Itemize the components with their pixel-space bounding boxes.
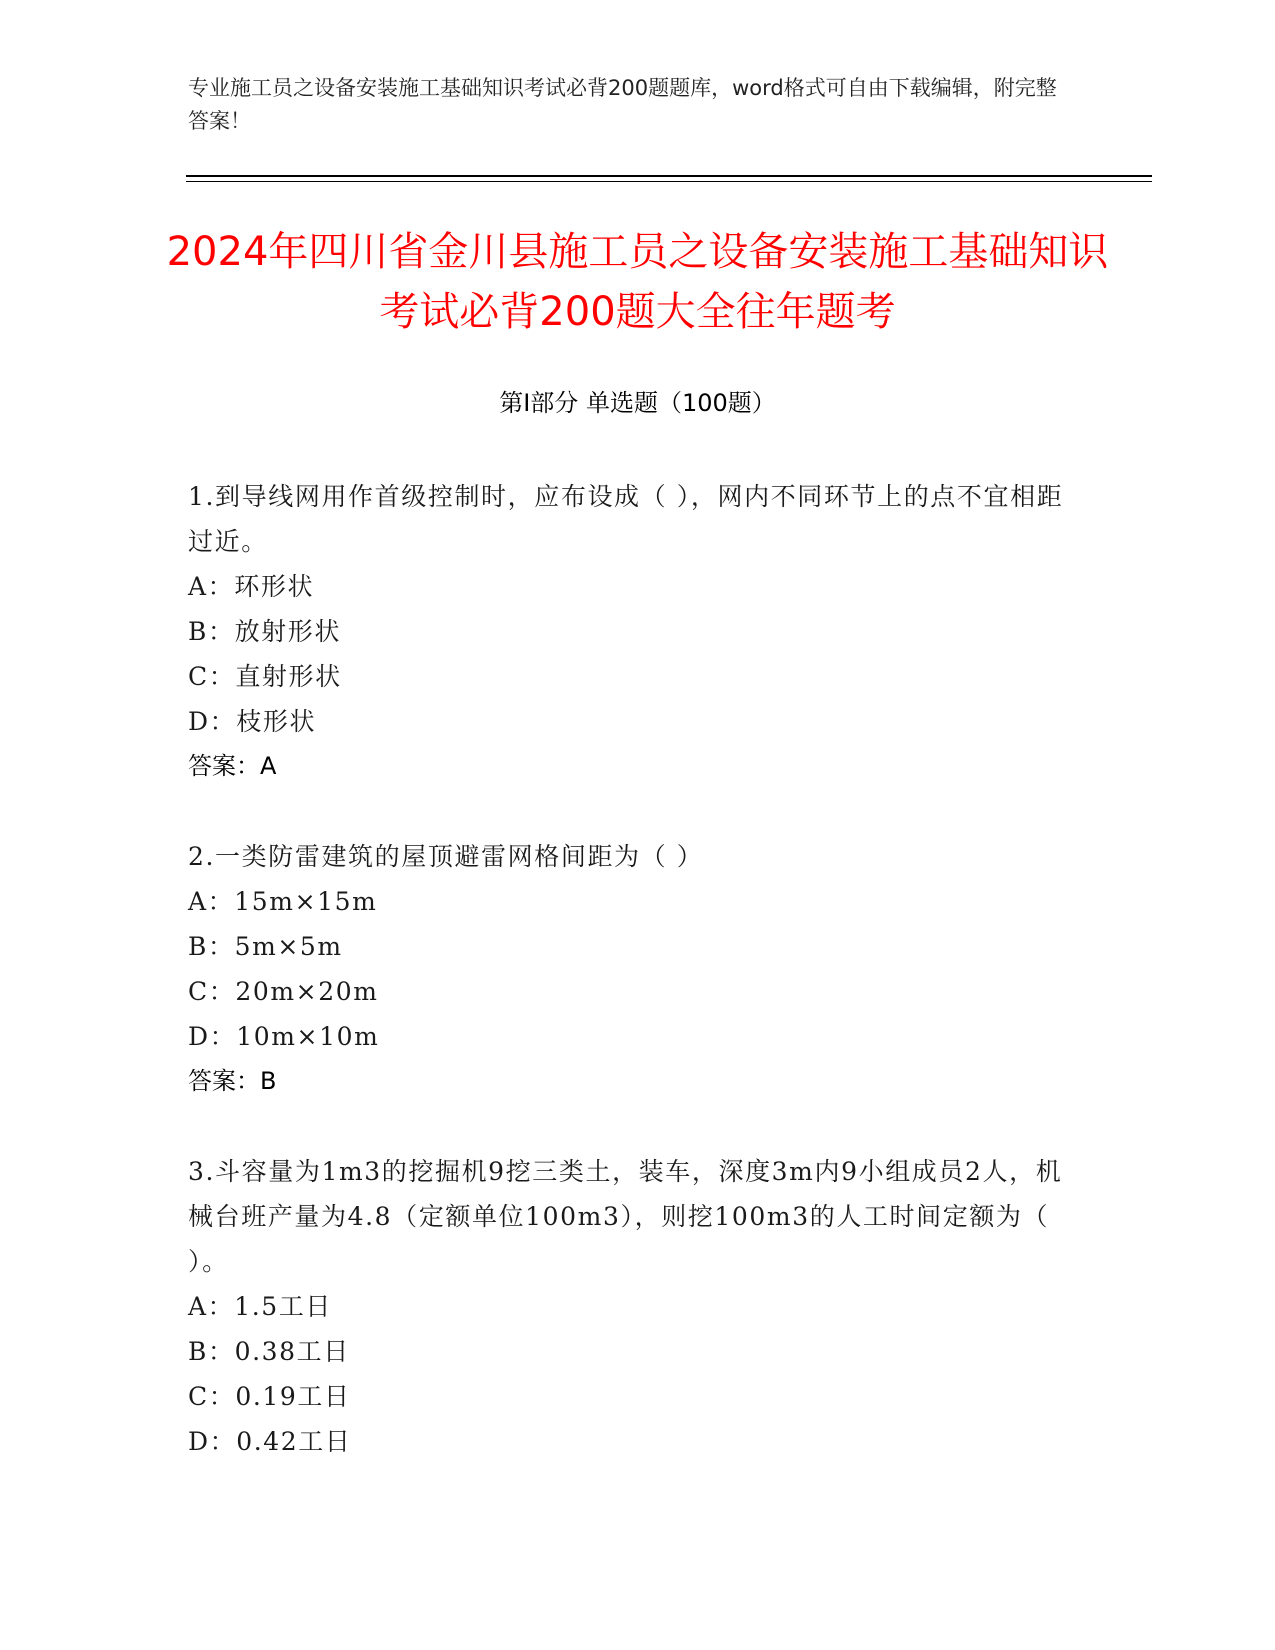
- option-b: B：5m×5m: [188, 932, 343, 961]
- section-title: 第Ⅰ部分 单选题（100题）: [499, 389, 776, 417]
- option-b: B：0.38工日: [188, 1337, 350, 1366]
- option-c: C：0.19工日: [188, 1382, 351, 1411]
- question-text: 1.到导线网用作首级控制时，应布设成（ ），网内不同环节上的点不宜相距过近。: [188, 482, 1064, 556]
- header-divider-thin: [186, 181, 1152, 182]
- option-a: A：环形状: [188, 572, 315, 601]
- option-b: B：放射形状: [188, 617, 341, 646]
- option-c: C：直射形状: [188, 662, 342, 691]
- answer: 答案：B: [188, 1067, 277, 1095]
- option-a: A：1.5工日: [188, 1292, 333, 1321]
- question-text: 2.一类防雷建筑的屋顶避雷网格间距为（ ）: [188, 842, 704, 871]
- question-2: [188, 834, 1078, 1104]
- header-divider-thick: [186, 175, 1152, 177]
- option-c: C：20m×20m: [188, 977, 379, 1006]
- option-a: A：15m×15m: [188, 887, 378, 916]
- question-1: [188, 474, 1078, 789]
- header-note: 专业施工员之设备安装施工基础知识考试必背200题题库，word格式可自由下载编辑，附完整答案！: [188, 76, 1057, 133]
- option-d: D：0.42工日: [188, 1427, 352, 1456]
- option-d: D：枝形状: [188, 707, 317, 736]
- answer: 答案：A: [188, 752, 277, 780]
- question-3: [188, 1149, 1078, 1464]
- option-d: D：10m×10m: [188, 1022, 380, 1051]
- question-list: [188, 474, 1078, 1509]
- question-text: 3.斗容量为1m3的挖掘机9挖三类土，装车，深度3m内9小组成员2人，机械台班产量为4.8（定额单位100m3），则挖100m3的人工时间定额为（ ）。: [188, 1157, 1063, 1276]
- document-title: 2024年四川省金川县施工员之设备安装施工基础知识考试必背200题大全往年题考: [166, 229, 1109, 335]
